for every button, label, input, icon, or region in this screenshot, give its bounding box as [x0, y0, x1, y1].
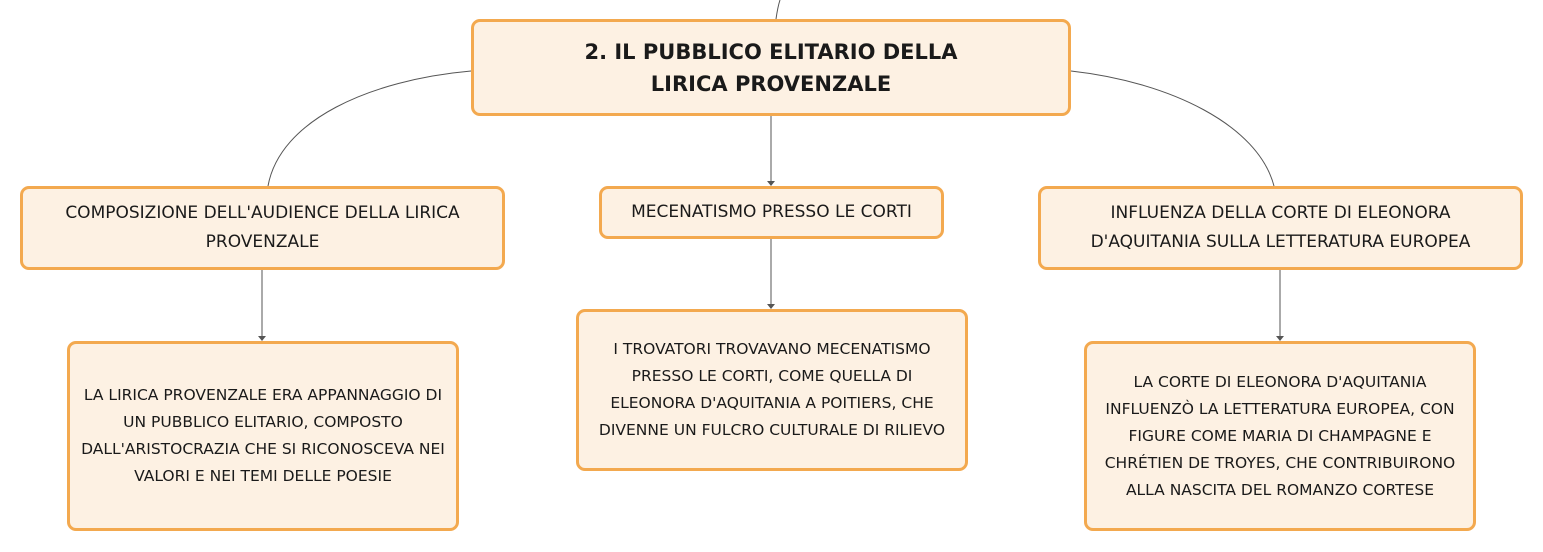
detail-node-influenza[interactable] — [1084, 341, 1476, 531]
category-node-influenza[interactable] — [1038, 186, 1523, 270]
detail-text-influenza: LA CORTE DI ELEONORA D'AQUITANIA INFLUENZÒ LA LETTERATURA EUROPEA, CON FIGURE COME MARIA DI CHAMPAGNE E CHRÉTIEN DE TROYES, CHE CONTRIBUIRONO ALLA NASCITA DEL ROMANZO CORTESE — [1104, 372, 1456, 499]
connector-root-to-category-1 — [268, 71, 471, 186]
root-topic-node[interactable] — [471, 19, 1071, 116]
detail-node-mecenatismo[interactable] — [576, 309, 968, 471]
category-label-audience: COMPOSIZIONE DELL'AUDIENCE DELLA LIRICA PROVENZALE — [65, 203, 460, 252]
category-label-mecenatismo: MECENATISMO PRESSO LE CORTI — [631, 202, 912, 222]
detail-text-mecenatismo: I TROVATORI TROVAVANO MECENATISMO PRESSO LE CORTI, COME QUELLA DI ELEONORA D'AQUITANIA A POITIERS, CHE DIVENNE UN FULCRO CULTURALE DI RILIEVO — [598, 340, 946, 439]
detail-node-audience[interactable] — [67, 341, 459, 531]
category-label-influenza: INFLUENZA DELLA CORTE DI ELEONORA D'AQUITANIA SULLA LETTERATURA EUROPEA — [1090, 203, 1471, 252]
category-node-audience[interactable] — [20, 186, 505, 270]
root-topic-label: 2. IL PUBBLICO ELITARIO DELLA LIRICA PROVENZALE — [584, 39, 958, 96]
detail-text-audience: LA LIRICA PROVENZALE ERA APPANNAGGIO DI UN PUBBLICO ELITARIO, COMPOSTO DALL'ARISTOCRAZIA CHE SI RICONOSCEVA NEI VALORI E NEI TEMI DELLE POESIE — [81, 386, 445, 485]
connector-root-to-category-3 — [1071, 71, 1274, 186]
category-node-mecenatismo[interactable] — [599, 186, 944, 239]
connector-incoming-root — [776, 0, 780, 19]
